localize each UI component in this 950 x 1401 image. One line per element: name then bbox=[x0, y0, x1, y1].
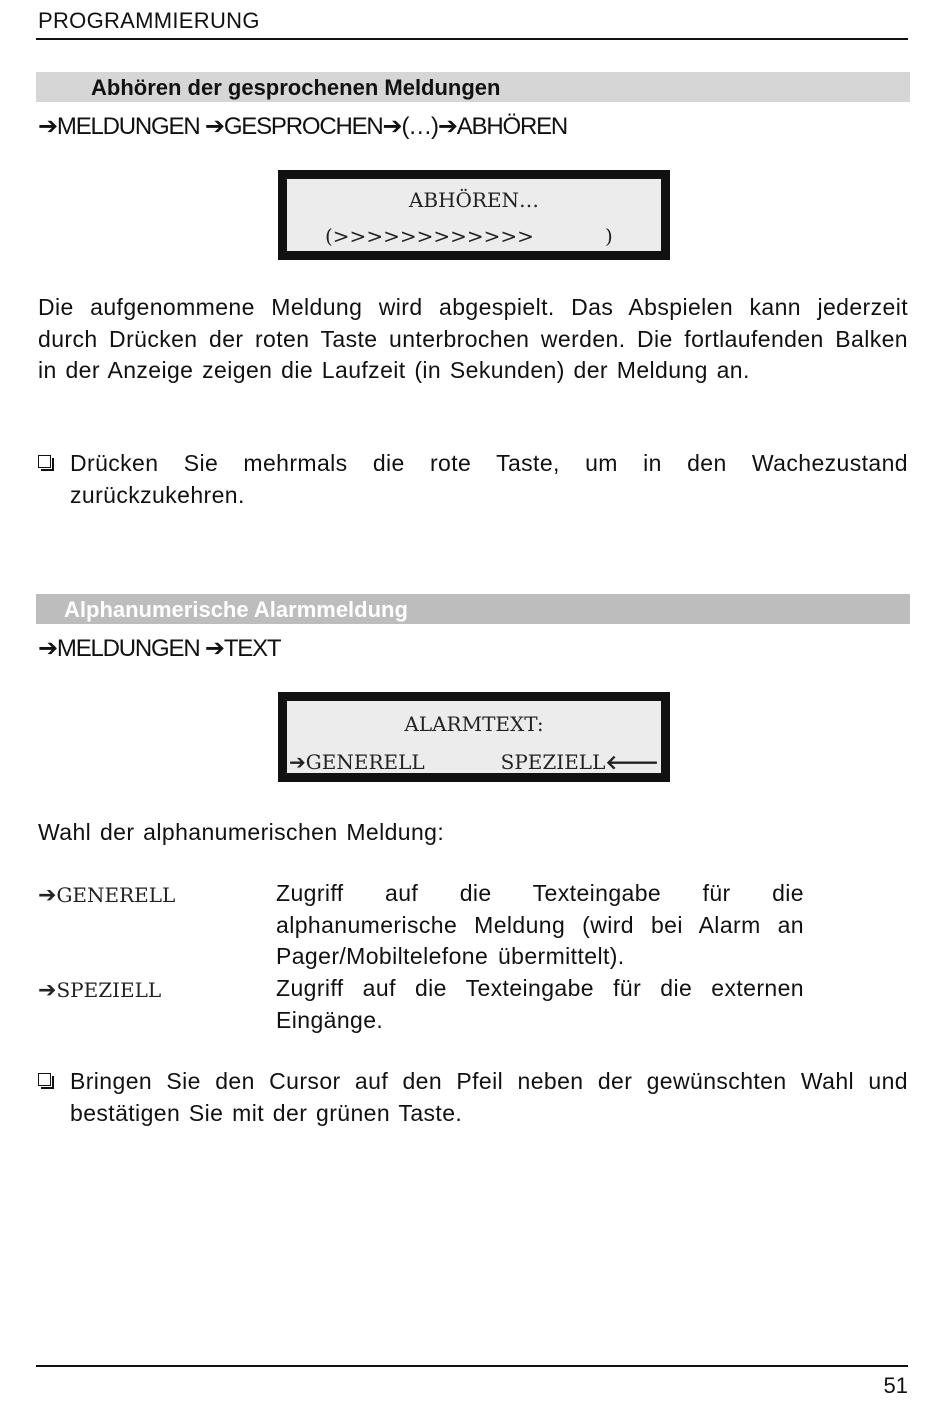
lcd-display bbox=[278, 170, 670, 260]
lcd-display bbox=[278, 692, 670, 782]
lcd-screen bbox=[285, 177, 663, 253]
options-label: Wahl der alphanumerischen Meldung: bbox=[38, 819, 445, 845]
page-number: 51 bbox=[883, 1373, 908, 1398]
checkbox-icon bbox=[38, 1073, 51, 1086]
lcd-line-1: ABHÖREN… bbox=[408, 188, 540, 212]
lcd-screen bbox=[285, 699, 663, 775]
lcd-progress-end: ) bbox=[605, 224, 613, 248]
arrow-right-icon: ➔ bbox=[38, 883, 57, 908]
lcd-progress-bar: (>>>>>>>>>>>> bbox=[325, 224, 534, 248]
option-description: Zugriff auf die Texteingabe für die alphanumerische Meldung (wird bei Alarm an Pager/Mobiltelefone übermittelt). bbox=[276, 880, 804, 969]
lcd-option-left bbox=[289, 750, 425, 774]
arrow-left-icon: 🡐 bbox=[605, 750, 659, 774]
section-title: Abhören der gesprochenen Meldungen bbox=[91, 75, 501, 100]
option-key bbox=[38, 883, 175, 908]
option-description: Zugriff auf die Texteingabe für die externen Eingänge. bbox=[276, 975, 804, 1033]
menu-path: ➔MELDUNGEN ➔TEXT bbox=[38, 635, 281, 662]
lcd-option-right bbox=[501, 750, 659, 774]
instruction-text: Bringen Sie den Cursor auf den Pfeil neben der gewünschten Wahl und bestätigen Sie mit der grünen Taste. bbox=[70, 1068, 908, 1126]
option-key-label: GENERELL bbox=[56, 883, 176, 907]
page-header-title: PROGRAMMIERUNG bbox=[38, 8, 260, 33]
option-key bbox=[38, 978, 161, 1003]
section-title: Alphanumerische Alarmmeldung bbox=[64, 597, 408, 622]
body-paragraph: Die aufgenommene Meldung wird abgespielt. Das Abspielen kann jederzeit durch Drücken der roten Taste unterbrochen werden. Die fortlaufenden Balken in der Anzeige zeigen die Laufzeit (in Sekunden) der Meldung an. bbox=[38, 294, 908, 383]
option-key-label: SPEZIELL bbox=[56, 978, 162, 1002]
section-heading-bar bbox=[36, 594, 910, 624]
arrow-right-icon: ➔ bbox=[289, 750, 306, 774]
lcd-option-label: SPEZIELL bbox=[500, 750, 606, 774]
lcd-line-1: ALARMTEXT: bbox=[404, 712, 544, 736]
instruction-text: Drücken Sie mehrmals die rote Taste, um in den Wachezustand zurückzukehren. bbox=[70, 450, 908, 508]
footer-divider bbox=[36, 1365, 908, 1367]
arrow-right-icon: ➔ bbox=[38, 978, 57, 1003]
checkbox-icon bbox=[38, 455, 51, 468]
lcd-option-label: GENERELL bbox=[305, 750, 425, 774]
header-divider bbox=[36, 38, 908, 40]
menu-path: ➔MELDUNGEN ➔GESPROCHEN➔(…)➔ABHÖREN bbox=[38, 113, 568, 140]
section-heading-bar bbox=[36, 72, 910, 102]
